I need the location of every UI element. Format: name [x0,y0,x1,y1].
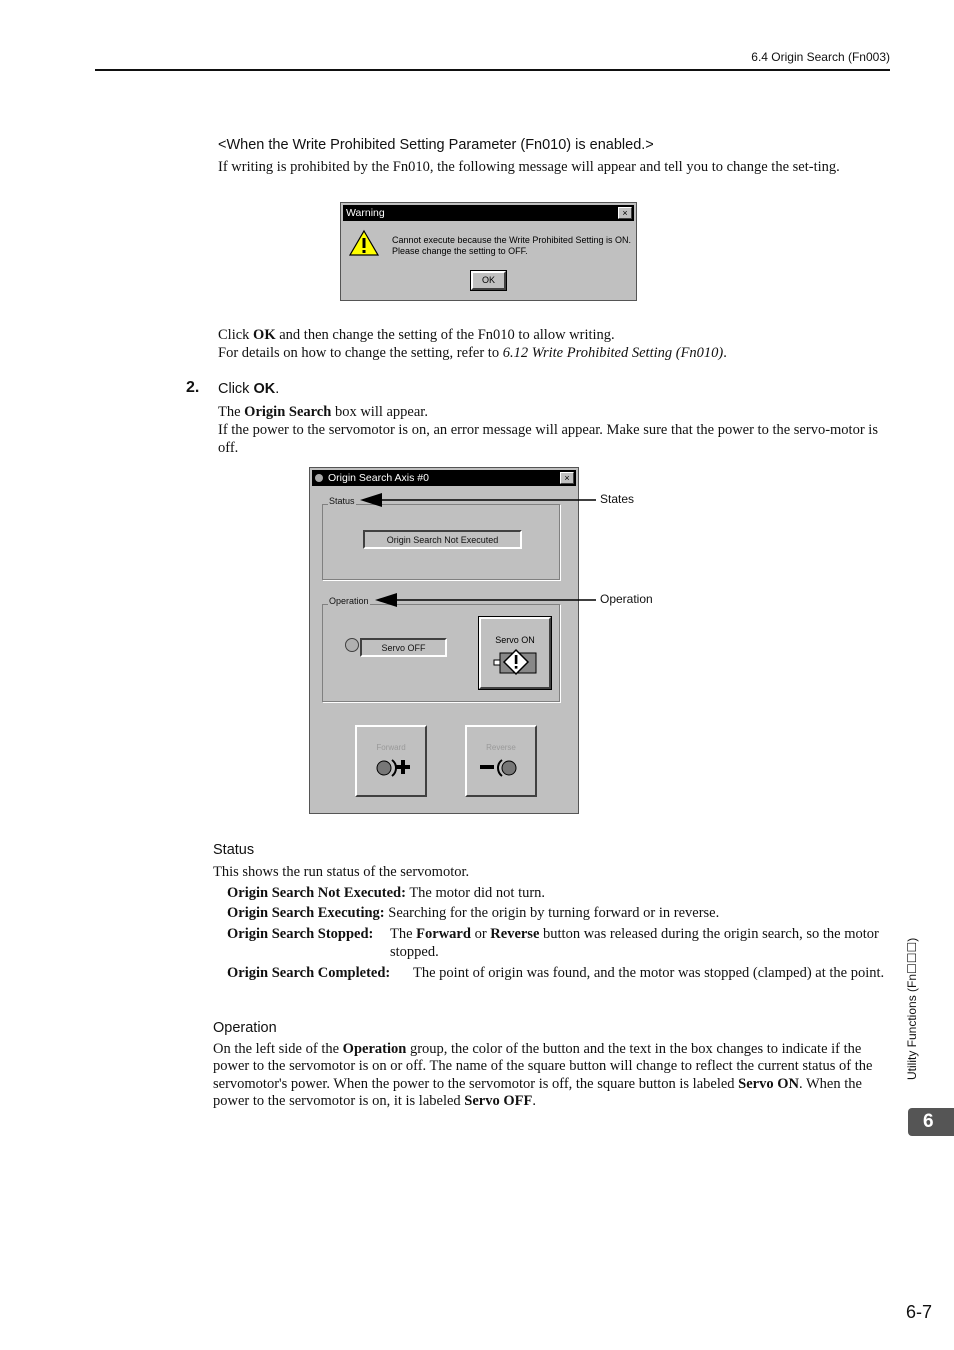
servo-motor-icon [490,647,540,677]
warning-titlebar [343,205,634,221]
warning-line-1: Cannot execute because the Write Prohibited Setting is ON. [392,235,631,245]
servo-on-button[interactable] [479,617,551,689]
states-callout: States [600,492,635,506]
warning-line-2: Please change the setting to OFF. [392,246,528,256]
app-icon [315,474,323,482]
warning-ok-button[interactable]: OK [471,271,506,290]
status-value-box: Origin Search Not Executed [363,530,522,549]
servo-state-box: Servo OFF [360,638,447,657]
chapter-tab: 6 [908,1108,954,1136]
warning-icon [349,229,379,257]
operation-arrowhead [375,593,397,607]
running-header: 6.4 Origin Search (Fn003) [751,50,890,64]
chapter-side-label: Utility Functions (Fn☐☐☐) [905,937,919,1080]
warning-message [392,235,631,257]
forward-button[interactable] [355,725,427,797]
forward-jog-icon [366,752,416,782]
reverse-jog-icon [476,752,526,782]
warning-close-button[interactable]: × [618,207,632,219]
operation-group-label: Operation [329,596,369,606]
step2-line-1: The Origin Search box will appear. [218,404,428,420]
status-item-executing: Origin Search Executing: Searching for the origin by turning forward or in reverse. [227,905,720,921]
status-item-stopped: Origin Search Stopped: The Forward or Reverse button was released during the origin search, so the motor stopped. [227,926,879,960]
step2-line-2: If the power to the servomotor is on, an error message will appear. Make sure that the power to the servo-motor is off. [218,422,878,456]
write-prohibited-intro: If writing is prohibited by the Fn010, the following message will appear and tell you to change the set-ting. [218,159,840,175]
origin-close-button[interactable]: × [560,472,574,484]
origin-title: Origin Search Axis #0 [328,472,429,484]
forward-label: Forward [376,743,406,752]
warning-dialog [340,202,637,301]
origin-titlebar [312,470,576,486]
status-heading: Status [213,842,255,858]
servo-on-label: Servo ON [495,635,535,645]
operation-heading: Operation [213,1020,277,1036]
status-item-completed: Origin Search Completed: The point of origin was found, and the motor was stopped (clamped) at the point. [227,965,885,981]
step2-instruction: Click OK. [218,381,280,397]
states-arrowhead [360,493,382,507]
operation-callout: Operation [600,592,653,606]
cross-reference-link[interactable]: 6.12 Write Prohibited Setting (Fn010) [502,345,724,361]
status-group-label: Status [329,496,355,506]
click-ok-line: Click OK and then change the setting of the Fn010 to allow writing. [218,327,615,343]
servo-status-led [345,638,359,652]
status-intro: This shows the run status of the servomotor. [213,864,470,880]
write-prohibited-heading: <When the Write Prohibited Setting Parameter (Fn010) is enabled.> [218,137,654,153]
reverse-button[interactable] [465,725,537,797]
details-line: For details on how to change the setting, refer to 6.12 Write Prohibited Setting (Fn010). [218,345,727,361]
reverse-label: Reverse [486,743,516,752]
page-number: 6-7 [905,1302,932,1322]
callout-arrows [350,488,600,608]
status-item-not-executed: Origin Search Not Executed: The motor did not turn. [227,885,546,901]
operation-paragraph: On the left side of the Operation group, the color of the button and the text in the box changes to indicate if the power to the servomotor is on or off. The name of the square button will change to reflect the current status of the servomotor's power. When the power to the servomotor is off, the square button is labeled Servo ON. When the power to the servomotor is on, it is labeled Servo OFF. [213,1041,873,1109]
warning-title: Warning [346,207,385,219]
header-rule [95,69,890,71]
step-number: 2. [186,379,200,396]
